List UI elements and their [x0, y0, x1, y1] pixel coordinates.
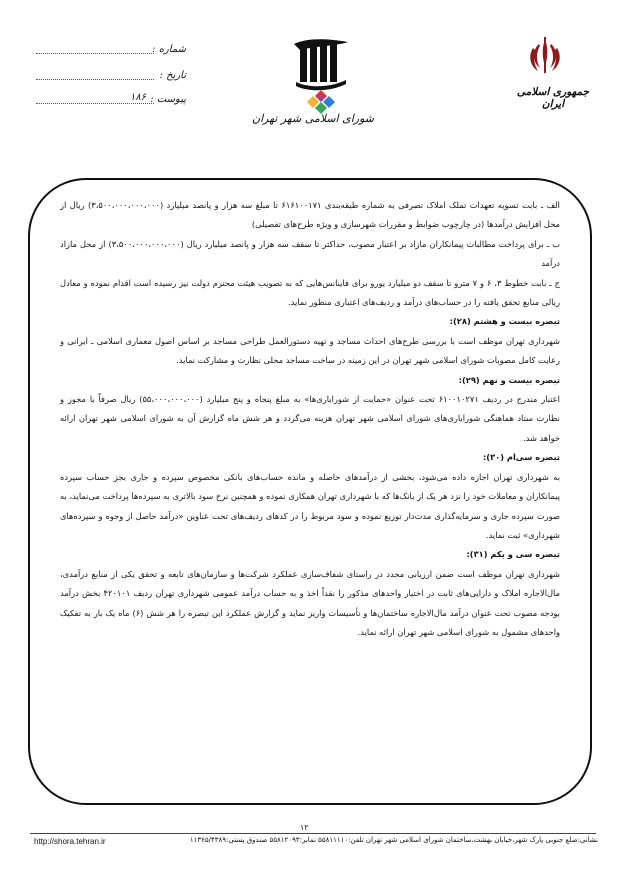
tehran-council-logo-icon	[286, 34, 356, 116]
footer-website-link[interactable]: http://shora.tehran.ir	[34, 837, 106, 846]
letter-number-field	[36, 44, 186, 58]
footer-divider	[30, 833, 596, 834]
attachment-handwritten-value: ۱۸۶	[129, 92, 146, 103]
dotted-line	[36, 103, 154, 104]
letter-number-label: شماره :	[152, 44, 186, 55]
note-28-heading: تبصره بیست و هشتم (۲۸):	[449, 316, 560, 327]
note-31-text: شهرداری تهران موظف است ضمن ارزیابی مجدد در راستای شفاف‌سازی عملکرد شرکت‌ها و سازمان‌های تابعه و تحقق یکی از منابع درآمدی، مال‌الاجاره املاک و دارایی‌های ثابت در اختیار واحدهای مذکور را نقداً اخذ و به حساب درآمد عمومی شهرداری تهران ردیف ۴۲۰۱۰۱ بخش درآمد بودجه مصوب تحت عنوان درآمد مال‌الاجاره ساختمان‌ها و تأسیسات واریز نماید و گزارش عملکرد این تبصره را هر شش (۶) ماه یک بار به تفکیک واحدهای مشمول به شورای اسلامی شهر تهران ارائه نماید.	[60, 568, 560, 637]
note-30-text: به شهرداری تهران اجازه داده می‌شود، بخشی از درآمدهای حاصله و مانده حساب‌های بانکی مخصوص سپرده و جاری بجز حساب سپرده پیمانکاران و معاملات خود را نزد هر یک از بانک‌ها که با شهرداری تهران همکاری نموده و همچنین نرخ سود بالاتری به سپرده‌ها پرداخت می‌نماید، به صورت سپرده جاری و سرمایه‌گذاری مدت‌دار توزیع نموده و سود مربوط را در کدهای ردیف‌های تحت عناوین «درآمد حاصل از وجوه و سپرده‌های شهرداری» ثبت نماید.	[60, 471, 560, 540]
letter-attachment-field	[36, 94, 186, 108]
note-28-text: شهرداری تهران موظف است با بررسی طرح‌های احداث مساجد و تهیه دستورالعمل طراحی مساجد بر اساس اصول معماری اسلامی ـ ایرانی و رعایت کامل مصوبات شورای اسلامی شهر تهران در این زمینه در ساخت مساجد محلی نظارت و مشارکت نماید.	[60, 335, 560, 366]
footer-address: نشانی:ضلع جنوبی پارک شهر،خیابان بهشت،ساختمان شورای اسلامی شهر تهران تلفن:۵۵۸۱۱۱۱۰ نمابر:۵۵۸۱۲۰۹۳ صندوق پستی:۱۱۳۶۵/۴۳۸۹	[189, 836, 598, 844]
clause-be: ب ـ برای پرداخت مطالبات پیمانکاران مازاد بر اعتبار مصوب، حداکثر تا سقف سه هزار و پانصد میلیارد ریال (۳،۵۰۰،۰۰۰،۰۰۰،۰۰۰) از محل مازاد درآمد	[60, 238, 561, 269]
note-29-heading: تبصره بیست و نهم (۲۹):	[458, 374, 560, 385]
note-29-text: اعتبار مندرج در ردیف ۶۱۰۰۱۰۲۷۱ تحت عنوان «حمایت از شورایاری‌ها» به مبلغ پنجاه و پنج میلیارد (۵۵،۰۰۰،۰۰۰،۰۰۰) ریال صرفاً با مجوز و نظارت ستاد هماهنگی شورایاری‌های شورای اسلامی شهر تهران هزینه می‌گردد و هر شش ماه گزارش آن به شورای اسلامی شهر تهران ارائه خواهد شد.	[60, 394, 560, 443]
clause-alef: الف ـ بابت تسویه تعهدات تملک املاک تصرفی به شماره طبقه‌بندی ۶۱۶۱۰۰۱۷۱ تا مبلغ سه هزار و پانصد میلیارد (۳،۵۰۰،۰۰۰،۰۰۰،۰۰۰) ریال از محل افزایش درآمدها (در چارچوب ضوابط و مقررات شهرسازی و ویژه طرح‌های تفصیلی)	[60, 200, 560, 230]
letter-attachment-label: پیوست :	[150, 94, 186, 105]
republic-label: جمهوری اسلامی ایران	[516, 86, 590, 110]
letter-body	[60, 196, 560, 642]
page-number: ۱۲	[300, 823, 309, 832]
council-name: شورای اسلامی شهر تهران	[252, 112, 374, 125]
letter-date-label: تاریخ :	[159, 70, 186, 81]
iran-emblem-icon	[528, 36, 562, 80]
note-31-heading: تبصره سی و یکم (۳۱):	[466, 549, 560, 560]
note-30-heading: تبصره سی‌ام (۳۰):	[482, 452, 560, 463]
letter-date-field	[36, 70, 186, 84]
dotted-line	[36, 79, 154, 80]
dotted-line	[36, 53, 154, 54]
clause-jim: ج ـ بابت خطوط ۳، ۶ و ۷ مترو تا سقف دو میلیارد یورو برای فاینانس‌هایی که به تصویب هیئت محترم دولت نیز رسیده است اقدام نموده و معادل ریالی منابع تحقق یافته را در حساب‌های درآمد و ردیف‌های اعتباری منظور نماید.	[60, 277, 560, 308]
